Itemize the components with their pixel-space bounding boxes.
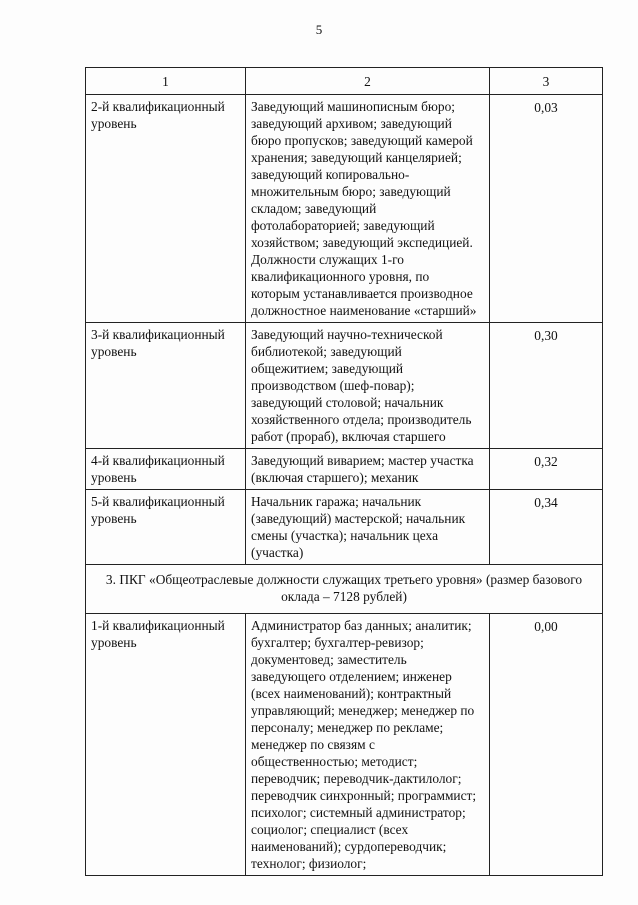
coefficient-cell: 0,34 [490,490,603,565]
column-header-3: 3 [490,68,603,95]
coefficient-cell: 0,30 [490,323,603,449]
positions-cell: Начальник гаража; начальник (заведующий) мастерской; начальник смены (участка); начальник цеха (участка) [246,490,490,565]
qualification-level-cell: 3-й квалификационный уровень [86,323,246,449]
table-row [86,614,603,876]
positions-cell: Заведующий машинописным бюро; заведующий архивом; заведующий бюро пропусков; заведующий камерой хранения; заведующий канцелярией; заведующий копировально- множительным бюро; заведующий складом; заведующий фотолабораторией; заведующий хозяйством; заведующий экспедицией. Должности служащих 1-го квалификационного уровня, по которым устанавливается производное должностное наименование «старший» [246,95,490,323]
column-header-1: 1 [86,68,246,95]
qualification-level-cell: 1-й квалификационный уровень [86,614,246,876]
coefficient-cell: 0,32 [490,449,603,490]
positions-cell: Заведующий виварием; мастер участка (включая старшего); механик [246,449,490,490]
positions-cell: Заведующий научно-технической библиотекой; заведующий общежитием; заведующий производством (шеф-повар); заведующий столовой; начальник хозяйственного отдела; производитель работ (прораб), включая старшего [246,323,490,449]
table-row [86,490,603,565]
coefficient-cell: 0,00 [490,614,603,876]
salary-coefficients-table [85,67,603,876]
positions-cell: Администратор баз данных; аналитик; бухгалтер; бухгалтер-ревизор; документовед; заместитель заведующего отделением; инженер (всех наименований); контрактный управляющий; менеджер; менеджер по персоналу; менеджер по рекламе; менеджер по связям с общественностью; методист; переводчик; переводчик-дактилолог; переводчик синхронный; программист; психолог; системный администратор; социолог; специалист (всех наименований); сурдопереводчик; технолог; физиолог; [246,614,490,876]
table-header-row [86,68,603,95]
page-number: 5 [315,22,323,37]
table-row [86,95,603,323]
section-header-row [86,565,603,614]
qualification-level-cell: 2-й квалификационный уровень [86,95,246,323]
qualification-level-cell: 4-й квалификационный уровень [86,449,246,490]
column-header-2: 2 [246,68,490,95]
coefficient-cell: 0,03 [490,95,603,323]
section-title: 3. ПКГ «Общеотраслевые должности служащих третьего уровня» (размер базового оклада – 7128 рублей) [86,565,603,614]
table-row [86,449,603,490]
table-row [86,323,603,449]
qualification-level-cell: 5-й квалификационный уровень [86,490,246,565]
